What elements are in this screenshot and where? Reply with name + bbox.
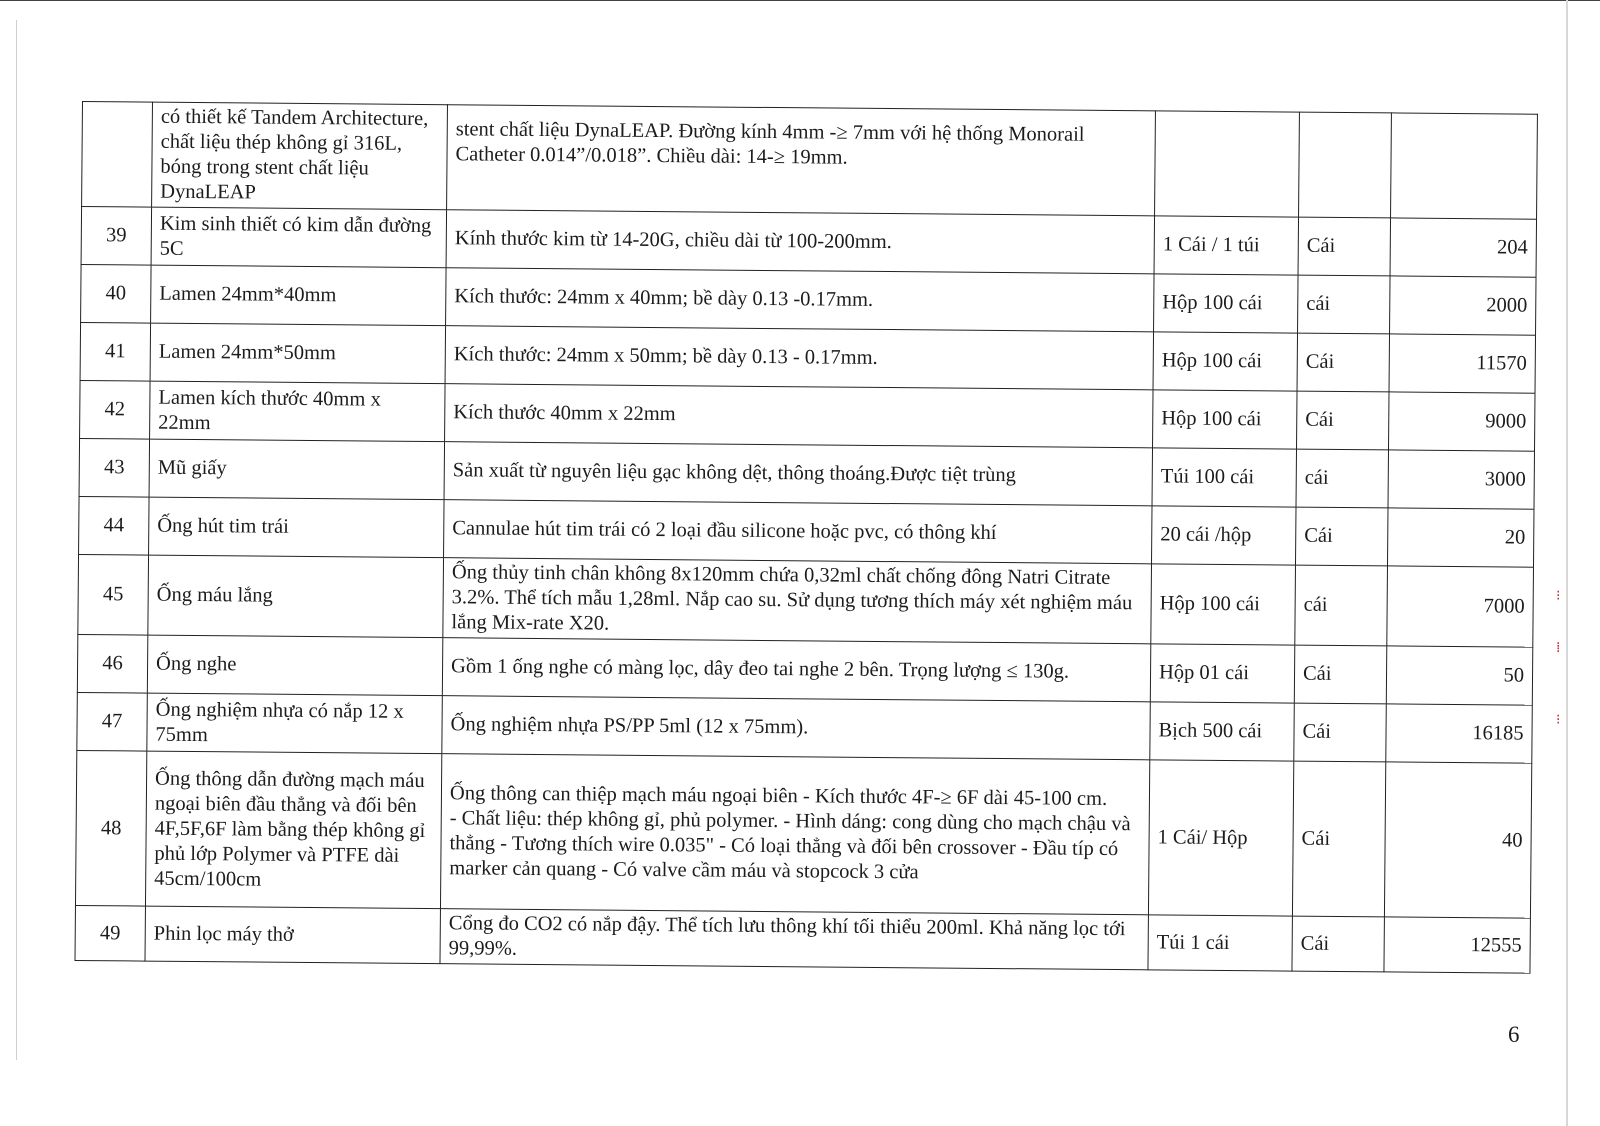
row-number: 40 (81, 264, 152, 323)
row-number: 46 (77, 634, 148, 693)
item-quantity: 204 (1390, 218, 1537, 277)
item-unit: Cái (1294, 703, 1387, 762)
item-unit (1299, 112, 1392, 218)
item-specification: Ống thông can thiệp mạch máu ngoại biên - Kích thước 4F-≥ 6F dài 45-100 cm. - Chất liệu: thép không gỉ, phủ polymer. - Hình dáng: cong dùng cho mạch chậu và thẳng - Tương thích wire 0.035" - Có loại thẳng và đối bên crossover - Đầu típ có marker cản quang - Có valve cầm máu và stopcock 3 cửa (440, 754, 1149, 915)
item-name: Ống thông dẫn đường mạch máu ngoại biên đầu thẳng và đối bên 4F,5F,6F làm bằng thép không gỉ phủ lớp Polymer và PTFE dài 45cm/100cm (145, 751, 441, 909)
item-specification: Kích thước 40mm x 22mm (445, 384, 1153, 448)
table-row (75, 750, 1531, 918)
item-quantity: 12555 (1384, 917, 1530, 973)
item-unit: cái (1296, 449, 1389, 508)
item-unit: cái (1295, 565, 1388, 646)
item-packaging: 1 Cái / 1 túi (1154, 216, 1299, 275)
item-unit: cái (1298, 275, 1391, 334)
table-row (82, 102, 1538, 220)
item-quantity: 40 (1384, 762, 1531, 918)
item-unit: Cái (1294, 645, 1387, 704)
item-name: Lamen 24mm*40mm (151, 265, 446, 326)
item-packaging: Hộp 100 cái (1154, 274, 1299, 333)
item-name: Kim sinh thiết có kim dẫn đường 5C (151, 207, 446, 268)
scan-edge-right (1566, 0, 1568, 1126)
item-name: Lamen 24mm*50mm (150, 323, 445, 384)
item-name: Mũ giấy (149, 439, 444, 500)
item-specification: stent chất liệu DynaLEAP. Đường kính 4mm -≥ 7mm với hệ thống Monorail Catheter 0.014”/0.018”. Chiều dài: 14-≥ 19mm. (447, 105, 1156, 216)
item-packaging: Hộp 01 cái (1150, 644, 1295, 703)
item-packaging: Túi 1 cái (1148, 915, 1292, 971)
item-specification: Sản xuất từ nguyên liệu gạc không dệt, thông thoáng.Được tiệt trùng (444, 442, 1152, 506)
row-number: 44 (79, 496, 150, 555)
item-unit: Cái (1297, 333, 1390, 392)
item-name: có thiết kế Tandem Architecture, chất liệu thép không gỉ 316L, bóng trong stent chất liệu DynaLEAP (152, 102, 448, 210)
item-unit: Cái (1295, 507, 1388, 566)
margin-stamp-mark: ⁞ (1556, 640, 1561, 656)
row-number: 45 (78, 554, 149, 635)
row-number: 47 (77, 692, 148, 751)
table-row (78, 554, 1534, 647)
item-specification: Cannulae hút tim trái có 2 loại đầu silicone hoặc pvc, có thông khí (444, 500, 1152, 564)
margin-stamp-mark: ⁝ (1556, 588, 1561, 604)
item-packaging: 1 Cái/ Hộp (1148, 760, 1293, 916)
page-number: 6 (1508, 1022, 1520, 1047)
row-number: 41 (80, 322, 151, 381)
item-name: Phin lọc máy thở (145, 906, 440, 964)
item-packaging: 20 cái /hộp (1152, 506, 1297, 565)
item-name: Ống nghe (147, 635, 442, 696)
row-number: 43 (79, 438, 150, 497)
item-quantity: 2000 (1390, 276, 1537, 335)
item-unit: Cái (1298, 217, 1391, 276)
item-name: Ống máu lắng (148, 555, 444, 638)
row-number: 39 (81, 207, 152, 266)
supply-items-table (74, 101, 1537, 974)
item-name: Ống nghiệm nhựa có nắp 12 x 75mm (147, 693, 442, 754)
item-packaging: Hộp 100 cái (1153, 332, 1298, 391)
item-quantity: 3000 (1388, 450, 1535, 509)
item-quantity: 16185 (1386, 704, 1533, 763)
item-specification: Kích thước: 24mm x 50mm; bề dày 0.13 - 0.17mm. (445, 326, 1153, 390)
item-packaging: Bịch 500 cái (1150, 702, 1295, 761)
item-packaging: Hộp 100 cái (1151, 564, 1296, 645)
row-number: 48 (75, 750, 146, 906)
item-packaging: Hộp 100 cái (1153, 390, 1298, 449)
item-unit: Cái (1292, 916, 1384, 972)
item-unit: Cái (1297, 391, 1390, 450)
item-specification: Ống nghiệm nhựa PS/PP 5ml (12 x 75mm). (442, 696, 1150, 760)
row-number (82, 102, 153, 208)
item-specification: Cổng đo CO2 có nắp đậy. Thể tích lưu thông khí tối thiểu 200ml. Khả năng lọc tới 99,99%. (440, 909, 1148, 970)
item-quantity: 11570 (1389, 334, 1536, 393)
item-quantity (1391, 113, 1538, 219)
item-unit: Cái (1292, 761, 1385, 917)
item-quantity: 20 (1387, 508, 1534, 567)
item-quantity: 7000 (1387, 566, 1534, 647)
table-row (75, 905, 1530, 973)
item-specification: Gồm 1 ống nghe có màng lọc, dây đeo tai nghe 2 bên. Trọng lượng ≤ 130g. (442, 638, 1150, 702)
scan-edge-top (0, 0, 1600, 1)
item-name: Lamen kích thước 40mm x 22mm (150, 381, 445, 442)
item-packaging (1155, 111, 1300, 217)
item-specification: Kích thước: 24mm x 40mm; bề dày 0.13 -0.17mm. (446, 268, 1154, 332)
margin-stamp-mark: ⁝ (1556, 712, 1561, 728)
row-number: 49 (75, 905, 145, 961)
row-number: 42 (80, 380, 151, 439)
item-quantity: 9000 (1389, 392, 1536, 451)
scan-edge-left (16, 20, 17, 1060)
item-quantity: 50 (1386, 646, 1533, 705)
item-name: Ống hút tim trái (149, 497, 444, 558)
item-packaging: Túi 100 cái (1152, 448, 1297, 507)
item-specification: Ống thủy tinh chân không 8x120mm chứa 0,32ml chất chống đông Natri Citrate 3.2%. Thể tích mẫu 1,28ml. Nắp cao su. Sử dụng tương thích máy xét nghiệm máu lắng Mix-rate X20. (443, 558, 1152, 644)
item-specification: Kính thước kim từ 14-20G, chiều dài từ 100-200mm. (446, 210, 1154, 274)
